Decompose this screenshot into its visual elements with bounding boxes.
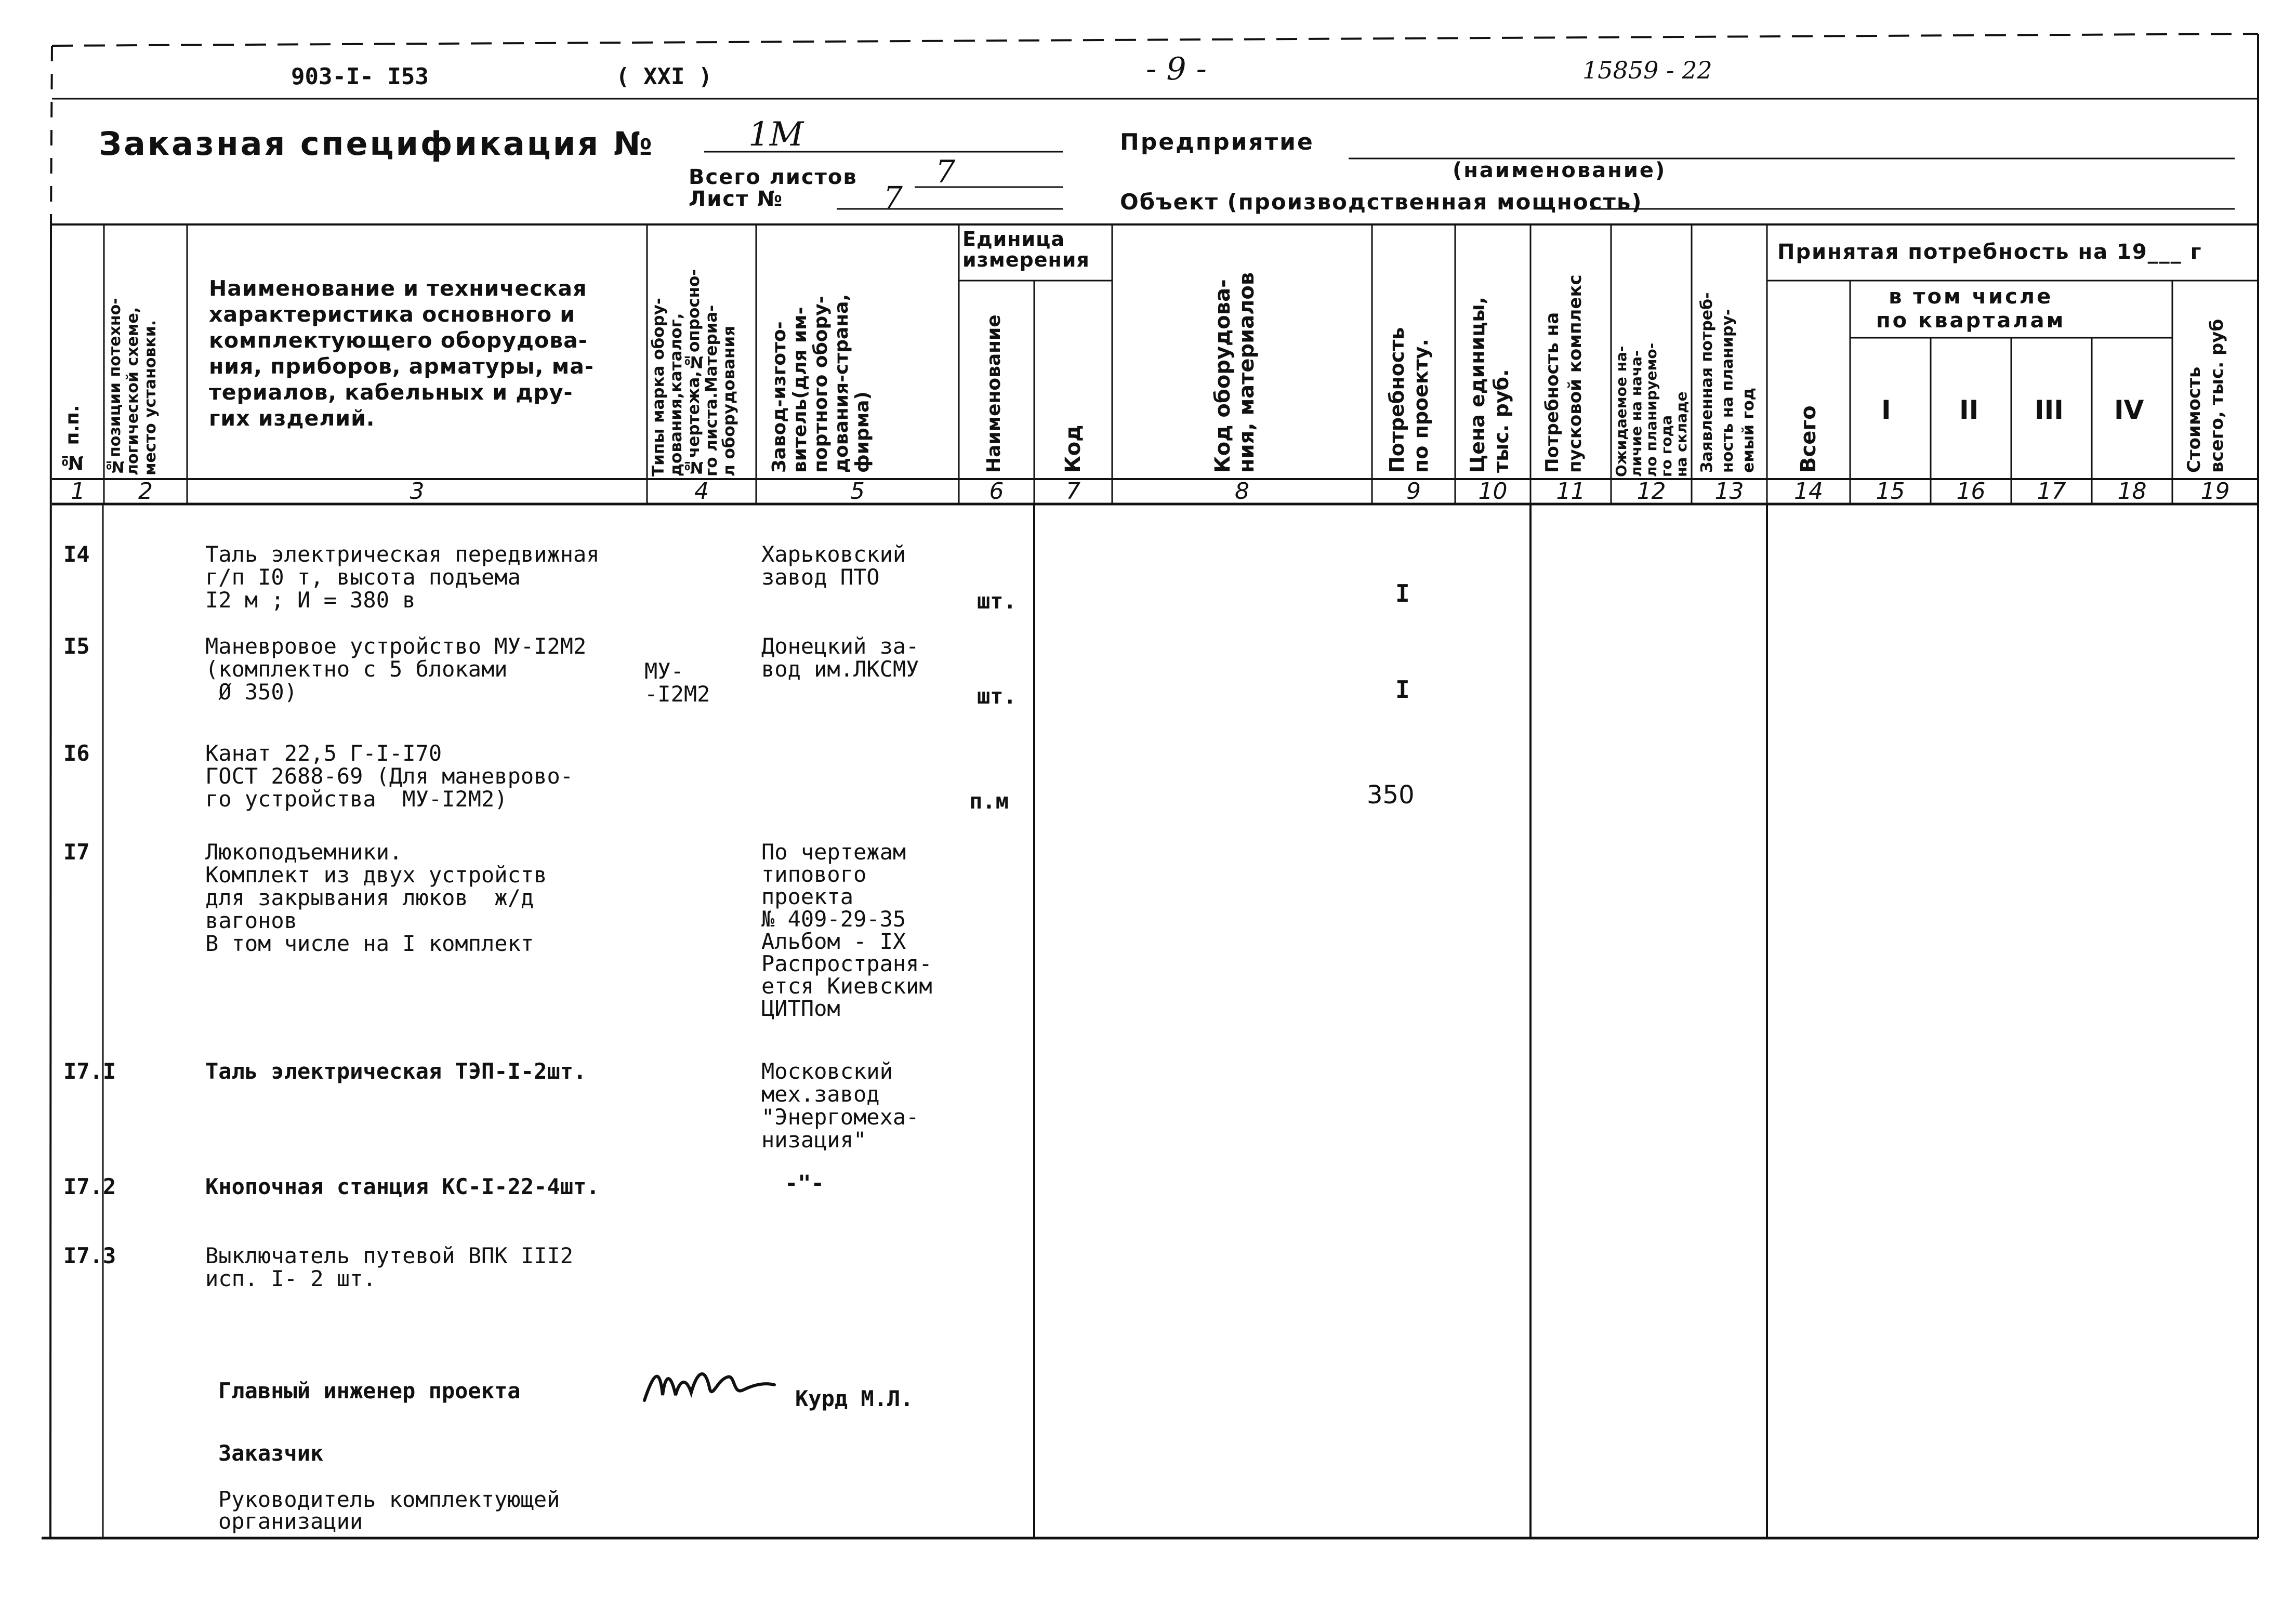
- col-1-header: № п.п.: [62, 405, 83, 473]
- col-number-1: 1: [71, 478, 85, 505]
- col-number-16: 16: [1956, 478, 1986, 505]
- unit-group-header: Единица измерения: [962, 228, 1090, 271]
- row-no: I7.I: [63, 1058, 116, 1084]
- row-name: Люкоподъемники. Комплект из двух устройств для закрывания люков ж/д вагонов В том числе на I комплект: [205, 839, 547, 956]
- row-name: Выключатель путевой ВПК III2 исп. I- 2 шт.: [205, 1243, 574, 1291]
- doc-code: 903-I- I53: [291, 63, 429, 90]
- album-number: ( XXI ): [616, 63, 712, 90]
- col-number-12: 12: [1637, 478, 1666, 505]
- col-17-header: III: [2035, 395, 2064, 425]
- col-9-header: Потребность по проекту.: [1385, 327, 1432, 473]
- enterprise-label: Предприятие: [1120, 129, 1314, 155]
- sheets-total: 7: [935, 154, 956, 190]
- row-name: Канат 22,5 Г-I-I70 ГОСТ 2688-69 (Для маневрово- го устройства МУ-I2М2): [205, 740, 574, 812]
- row-name: Таль электрическая ТЭП-I-2шт.: [205, 1058, 587, 1084]
- row-unit: п.м: [969, 788, 1009, 814]
- col-number-9: 9: [1406, 478, 1421, 505]
- col-2-header: №позиции потехно- логической схеме, место установки.: [106, 298, 160, 475]
- customer-label: Заказчик: [218, 1440, 324, 1466]
- chief-engineer-label: Главный инженер проекта: [218, 1378, 521, 1404]
- row-name: Кнопочная станция КС-I-22-4шт.: [205, 1174, 600, 1199]
- row-type: МУ- -I2М2: [644, 658, 710, 707]
- row-qty: I: [1395, 579, 1410, 607]
- col-16-header: II: [1959, 395, 1979, 425]
- col-10-header: Цена единицы, тыс. руб.: [1466, 296, 1513, 473]
- name-hint: (наименование): [1453, 158, 1667, 182]
- col-7-header: Код: [1061, 425, 1085, 473]
- col-19-header: Стоимость всего, тыс. руб: [2184, 319, 2227, 473]
- col-11-header: Потребность на пусковой комплекс: [1542, 274, 1586, 473]
- col-13-header: Заявленная потреб- ность на планиру- емый год: [1698, 292, 1758, 473]
- col-number-15: 15: [1876, 478, 1905, 505]
- signature-mark: [639, 1359, 811, 1416]
- col-number-18: 18: [2117, 478, 2147, 505]
- row-no: I7.2: [63, 1174, 116, 1199]
- row-qty: 350: [1367, 780, 1415, 810]
- col-number-17: 17: [2037, 478, 2066, 505]
- col-8-header: Код оборудова- ния, материалов: [1211, 272, 1259, 473]
- form-title: Заказная спецификация №: [99, 125, 655, 163]
- row-unit: шт.: [977, 588, 1017, 614]
- col-number-8: 8: [1235, 478, 1249, 505]
- col-18-header: IV: [2114, 395, 2144, 425]
- row-no: I7.3: [63, 1243, 116, 1268]
- row-maker: Харьковский завод ПТО: [761, 541, 906, 590]
- row-no: I4: [63, 541, 90, 567]
- sheets-total-label: Всего листов: [689, 165, 857, 189]
- row-maker: Московский мех.завод "Энергомеха- низация": [761, 1058, 919, 1153]
- row-maker: -"-: [785, 1170, 824, 1196]
- row-no: I7: [63, 839, 90, 865]
- col-14-header: Всего: [1797, 405, 1820, 473]
- col-number-14: 14: [1794, 478, 1823, 505]
- spec-number: 1М: [748, 115, 804, 154]
- col-15-header: I: [1881, 395, 1891, 425]
- col-3-header: Наименование и техническая характеристика основного и комплектующего оборудова- ния, приборов, арматуры, ма- териалов, кабельных и дру- гих изделий.: [209, 276, 594, 431]
- row-qty: I: [1395, 676, 1410, 704]
- row-name: Маневровое устройство МУ-I2М2 (комплектно с 5 блоками Ø 350): [205, 633, 587, 705]
- col-number-2: 2: [138, 478, 153, 505]
- row-name: Таль электрическая передвижная г/п I0 т, высота подъема I2 м ; И = 380 в: [205, 541, 600, 613]
- quarters-group-header: в том числе по кварталам: [1876, 285, 2066, 333]
- registry-number: 15859 - 22: [1582, 56, 1712, 84]
- sheet-label: Лист №: [689, 187, 784, 211]
- col-number-5: 5: [850, 478, 865, 505]
- page-number: - 9 -: [1146, 51, 1207, 87]
- row-maker: Донецкий за- вод им.ЛКСМУ: [761, 633, 919, 682]
- chief-engineer-name: Курд М.Л.: [795, 1386, 914, 1411]
- col-4-header: Типы марка обору- дования,каталог, №чертежа,№опросно- го листа.Материа- л оборудования: [649, 269, 738, 476]
- col-6-header: Наименование: [983, 314, 1005, 473]
- col-number-4: 4: [694, 478, 709, 505]
- col-number-19: 19: [2200, 478, 2230, 505]
- col-number-3: 3: [410, 478, 425, 505]
- col-number-10: 10: [1478, 478, 1508, 505]
- accepted-need-header: Принятая потребность на 19___ г: [1777, 240, 2202, 264]
- row-unit: шт.: [977, 683, 1017, 709]
- object-label: Объект (производственная мощность): [1120, 189, 1643, 215]
- col-12-header: Ожидаемое на- личие на нача- ло планируемо- го года на складе: [1613, 342, 1690, 477]
- row-maker: По чертежам типового проекта № 409-29-35 Альбом - IX Распространя- ется Киевским ЦИТПом: [761, 839, 932, 1021]
- row-no: I6: [63, 740, 90, 766]
- col-5-header: Завод-изгото- витель(для им- портного обору- дования-страна, фирма): [769, 294, 873, 473]
- row-no: I5: [63, 633, 90, 659]
- sheet-number: 7: [883, 180, 903, 215]
- col-number-11: 11: [1556, 478, 1586, 505]
- col-number-7: 7: [1066, 478, 1080, 505]
- col-number-6: 6: [989, 478, 1004, 505]
- col-number-13: 13: [1714, 478, 1744, 505]
- supplier-head-label: Руководитель комплектующей организации: [218, 1487, 560, 1534]
